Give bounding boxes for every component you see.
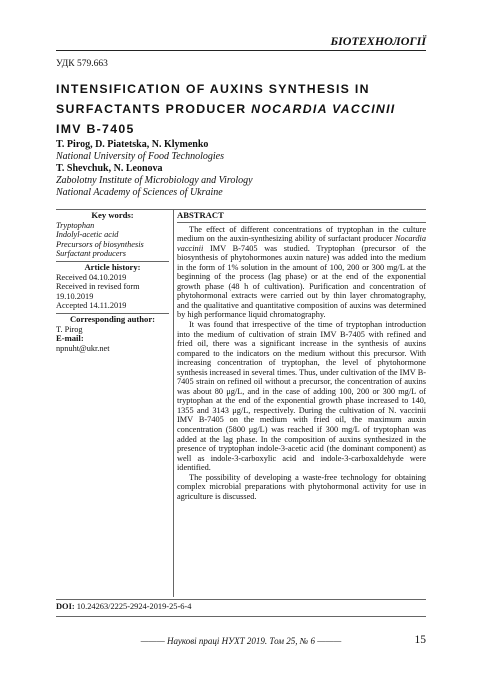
corresponding-name: T. Pirog: [56, 324, 83, 334]
title-line-2-text: SURFACTANTS PRODUCER: [56, 102, 252, 116]
corresponding-heading: Corresponding author:: [69, 313, 156, 324]
abstract-p1-text-cont: IMV B-7405 was studied. Tryptophan (precursor of the biosynthesis of phytohormones auxin nature) was added into the medium in the form of 1% solution in the amount of 100, 200 or 300 mg/L at the beginning of the process (lag phase) or at the end of the exponential growth phase (48 h of cultivation). Purification and concentration of phytohormonal extracts were carried out by thin layer chromatography, and the qualitative and quantitative composition of auxins was determined by high performance liquid chromatography.: [177, 243, 426, 320]
author-affiliation-2a: Zabolotny Institute of Microbiology and Virology: [56, 175, 253, 186]
doi-value[interactable]: 10.24263/2225-2924-2019-25-6-4: [76, 602, 192, 611]
keyword-item: Surfactant producers: [56, 249, 126, 259]
history-item: Received in revised form 19.10.2019: [56, 282, 140, 301]
page-number: 15: [414, 634, 426, 646]
doi-top-rule: [56, 599, 426, 600]
author-names-1: T. Pirog, D. Piatetska, N. Klymenko: [56, 139, 209, 150]
authors-block: [56, 139, 426, 199]
keyword-item: Indolyl-acetic acid: [56, 230, 119, 240]
abstract-p1-text: The effect of different concentrations of tryptophan in the culture medium on the auxin-synthesizing ability of surfactant producer: [177, 224, 426, 244]
abstract-heading: ABSTRACT: [177, 210, 224, 220]
abstract-heading-rule: [177, 222, 426, 223]
keyword-item: Precursors of biosynthesis: [56, 239, 144, 249]
abstract-paragraph-1: [177, 225, 426, 320]
title-line-1: INTENSIFICATION OF AUXINS SYNTHESIS IN: [56, 82, 370, 96]
keyword-item: Tryptophan: [56, 220, 95, 230]
abstract: [177, 211, 426, 501]
article-info-sidebar: [56, 211, 169, 353]
email-value: npnuht@ukr.net: [56, 343, 110, 353]
doi-bottom-rule: [56, 616, 426, 617]
header-divider: [56, 50, 426, 51]
title-species: NOCARDIA VACCINII: [251, 102, 396, 116]
author-affiliation-1: National University of Food Technologies: [56, 151, 224, 162]
author-affiliation-2b: National Academy of Sciences of Ukraine: [56, 187, 223, 198]
doi-line: [56, 602, 191, 611]
journal-footer: ——— Наукові праці НУХТ 2019. Том 25, № 6 ———: [140, 636, 342, 646]
email-label: E-mail:: [56, 333, 84, 344]
abstract-paragraph-2: It was found that irrespective of the time of tryptophan introduction into the medium of cultivation of strain IMV B-7405 with refined and fried oil, there was a significant increase in the synthesis of auxins compared to the indicators on the medium without this precursor. With increasing concentration of tryptophan, the level of phytohormone synthesis increased in several times. Thus, under cultivation of the IMV B-7405 strain on refined oil without a precursor, the concentration of auxins was about 80 μg/L, and in the case of adding 100, 200 or 300 mg/L of tryptophan at the end of the exponential growth phase increased to 140, 1355 and 3143 μg/L, respectively. During the cultivation of N. vaccinii IMV B-7405 on the medium with fried oil, the maximum auxin concentration (5800 μg/L) was reached if 300 mg/L of tryptophan was added at the lag phase. In the composition of auxins synthesized in the presence of tryptophan indole-3-acetic acid (the dominant component) as well as indole-3-carboxylic acid and indole-3-carboxaldehyde were identified.: [177, 320, 426, 473]
udc-code: УДК 579.663: [56, 59, 108, 69]
column-divider: [173, 209, 174, 597]
abstract-paragraph-3: The possibility of developing a waste-free technology for obtaining complex microbial preparations with phytohormonal activity for use in agriculture is discussed.: [177, 472, 426, 501]
history-item: Received 04.10.2019: [56, 272, 127, 282]
article-title: [56, 79, 426, 139]
history-item: Accepted 14.11.2019: [56, 301, 127, 311]
title-line-2: [56, 99, 426, 119]
history-heading: Article history:: [84, 261, 141, 272]
abstract-species: Nocardia vaccinii: [177, 234, 426, 253]
keywords-heading: Key words:: [91, 210, 134, 220]
doi-label: DOI:: [56, 602, 75, 611]
title-line-3: IMV B-7405: [56, 122, 135, 136]
section-header: БІОТЕХНОЛОГІЇ: [330, 34, 426, 48]
author-names-2: T. Shevchuk, N. Leonova: [56, 163, 163, 174]
